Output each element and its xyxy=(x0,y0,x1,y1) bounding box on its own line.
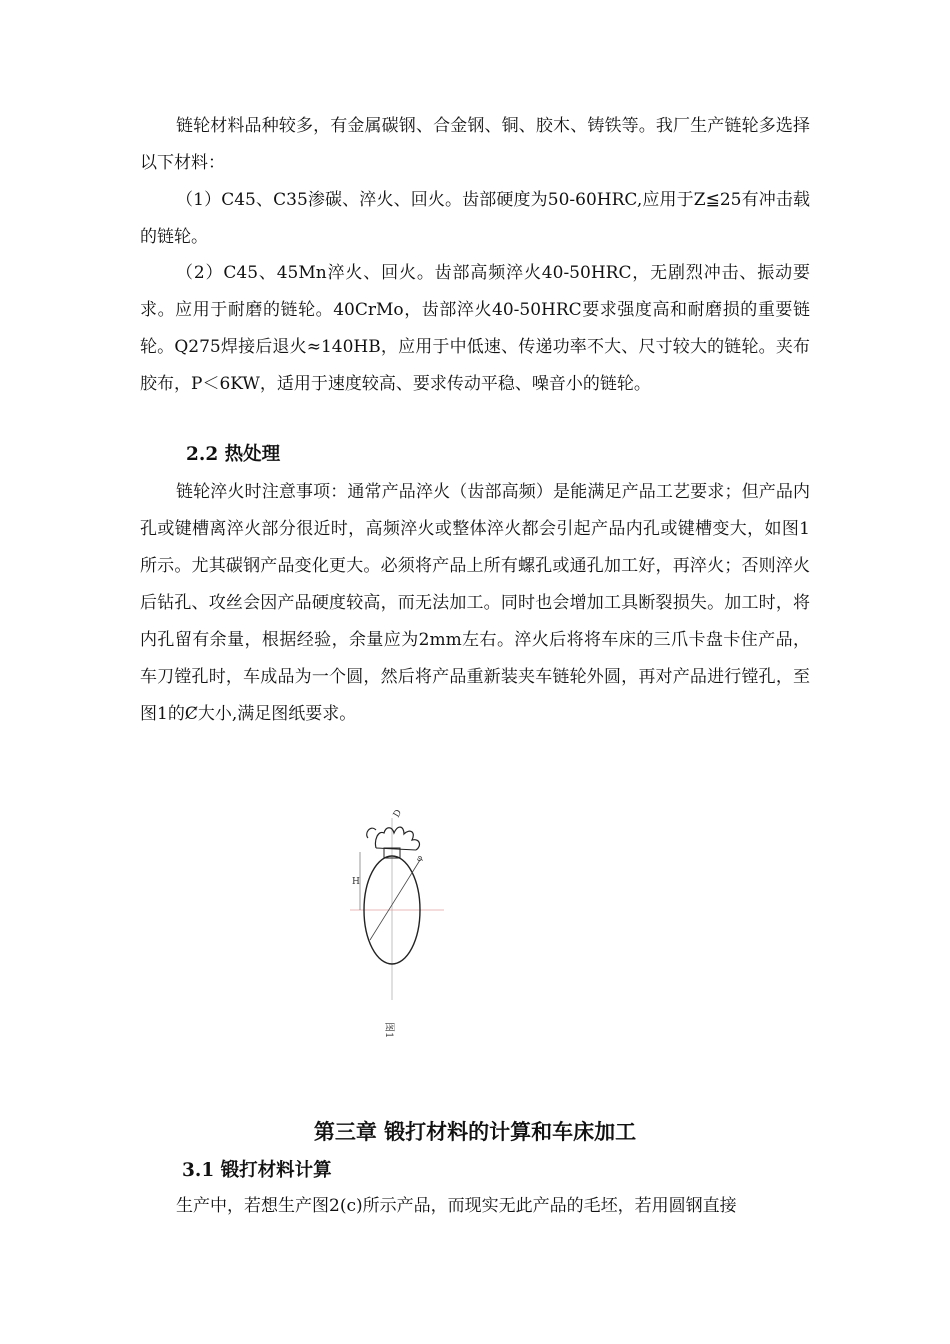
label-h: H xyxy=(352,877,360,887)
section-heading-2-2: 2.2 热处理 xyxy=(186,444,281,465)
paragraph-forging-calc: 生产中，若想生产图2(c)所示产品，而现实无此产品的毛坯，若用圆钢直接 xyxy=(176,1196,737,1216)
sprocket-teeth xyxy=(375,827,419,850)
figure-caption: 图1 xyxy=(383,1022,394,1039)
sprocket-diagram xyxy=(340,800,460,1050)
paragraph-materials-intro: 链轮材料品种较多，有金属碳钢、合金钢、铜、胶木、铸铁等。我厂生产链轮多选择以下材料： xyxy=(140,116,810,173)
paragraph-material-2: （2）C45、45Mn淬火、回火。齿部高频淬火40-50HRC，无剧烈冲击、振动要求。应用于耐磨的链轮。40CrMo，齿部淬火40-50HRC要求强度高和耐磨损的重要链轮。Q275焊接后退火≈140HB，应用于中低速、传递功率不大、尺寸较大的链轮。夹布胶布，P＜6KW，适用于速度较高、要求传动平稳、噪音小的链轮。 xyxy=(140,263,810,394)
figure-1 xyxy=(340,800,460,1050)
section-heading-3-1: 3.1 锻打材料计算 xyxy=(182,1160,332,1181)
paragraph-heat-treatment: 链轮淬火时注意事项：通常产品淬火（齿部高频）是能满足产品工艺要求；但产品内孔或键槽离淬火部分很近时，高频淬火或整体淬火都会引起产品内孔或键槽变大，如图1所示。尤其碳钢产品变化更大。必须将产品上所有螺孔或通孔加工好，再淬火；否则淬火后钻孔、攻丝会因产品硬度较高，而无法加工。同时也会增加工具断裂损失。加工时，将内孔留有余量，根据经验，余量应为2mm左右。淬火后将将车床的三爪卡盘卡住产品，车刀镗孔时，车成品为一个圆，然后将产品重新装夹车链轮外圆，再对产品进行镗孔，至图1的Ȼ大小,满足图纸要求。 xyxy=(140,482,810,724)
chapter-heading-3: 第三章 锻打材料的计算和车床加工 xyxy=(313,1119,637,1144)
label-phi: φ xyxy=(413,853,425,863)
diameter-line xyxy=(370,860,420,940)
label-d: D xyxy=(391,808,405,820)
sprocket-tooth-left xyxy=(367,828,376,838)
paragraph-material-1: （1）C45、C35渗碳、淬火、回火。齿部硬度为50-60HRC,应用于Z≦25有冲击载的链轮。 xyxy=(140,190,810,247)
